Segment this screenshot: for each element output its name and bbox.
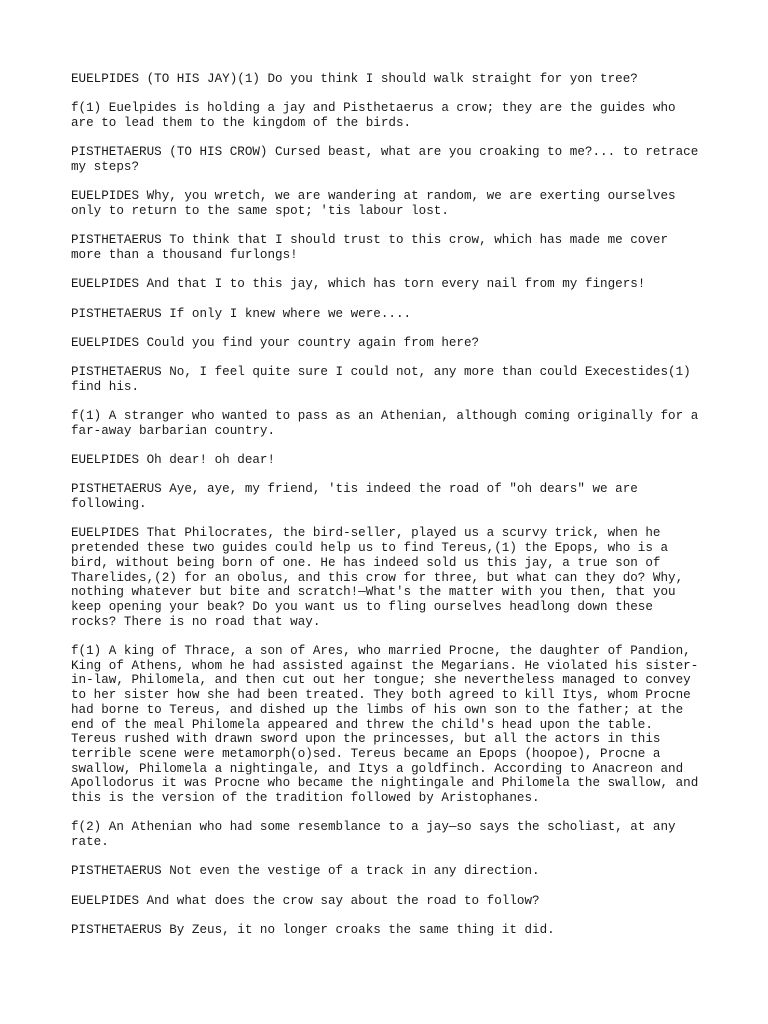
dialogue-paragraph: PISTHETAERUS Not even the vestige of a track in any direction.	[71, 864, 540, 879]
dialogue-paragraph: PISTHETAERUS (TO HIS CROW) Cursed beast, what are you croaking to me?... to retrace my steps?	[71, 145, 699, 174]
document-body	[71, 72, 703, 952]
dialogue-paragraph: PISTHETAERUS No, I feel quite sure I could not, any more than could Execestides(1) find his.	[71, 365, 691, 394]
footnote-paragraph: f(2) An Athenian who had some resemblance to a jay—so says the scholiast, at any rate.	[71, 820, 676, 850]
dialogue-paragraph: PISTHETAERUS To think that I should trust to this crow, which has made me cover more than a thousand furlongs!	[71, 233, 669, 262]
dialogue-paragraph: EUELPIDES And what does the crow say about the road to follow?	[71, 893, 540, 908]
dialogue-paragraph: EUELPIDES Oh dear! oh dear!	[71, 453, 276, 468]
dialogue-paragraph: EUELPIDES And that I to this jay, which has torn every nail from my fingers!	[71, 277, 646, 292]
dialogue-paragraph: EUELPIDES (TO HIS JAY)(1) Do you think I should walk straight for yon tree?	[71, 72, 638, 86]
footnote-paragraph: f(1) Euelpides is holding a jay and Pisthetaerus a crow; they are the guides who are to lead them to the kingdom of the birds.	[71, 101, 676, 130]
footnote-paragraph: f(1) A king of Thrace, a son of Ares, who married Procne, the daughter of Pandion, King of Athens, whom he had assisted against the Megarians. He violated his sister-in-law, Philomela, and then cut out her tongue; she nevertheless managed to convey to her sister how she had been treated. They both agreed to kill Itys, whom Procne had borne to Tereus, and dished up the limbs of his own son to the father; at the end of the meal Philomela appeared and threw the child's head upon the table. Tereus rushed with drawn sword upon the princesses, but all the actors in this terrible scene were metamorph(o)sed. Tereus became an Epops (hoopoe), Procne a swallow, Philomela a nightingale, and Itys a goldfinch. According to Anacreon and Apollodorus it was Procne who became the nightingale and Philomela the swallow, and this is the version of the tradition followed by Aristophanes.	[71, 644, 699, 806]
dialogue-paragraph: PISTHETAERUS If only I knew where we were....	[71, 306, 412, 321]
dialogue-paragraph: EUELPIDES Why, you wretch, we are wandering at random, we are exerting ourselves only to return to the same spot; 'tis labour lost.	[71, 189, 676, 218]
dialogue-paragraph: PISTHETAERUS Aye, aye, my friend, 'tis indeed the road of "oh dears" we are following.	[71, 482, 638, 512]
footnote-paragraph: f(1) A stranger who wanted to pass as an Athenian, although coming originally for a far-away barbarian country.	[71, 409, 699, 438]
dialogue-paragraph: EUELPIDES That Philocrates, the bird-seller, played us a scurvy trick, when he pretended these two guides could help us to find Tereus,(1) the Epops, who is a bird, without being born of one. He has indeed sold us this jay, a true son of Tharelides,(2) for an obolus, and this crow for three, but what can they do? Why, nothing whatever but bite and scratch!—What's the matter with you then, that you keep opening your beak? Do you want us to fling ourselves headlong down these rocks? There is no road that way.	[71, 526, 684, 629]
dialogue-paragraph: EUELPIDES Could you find your country again from here?	[71, 335, 480, 350]
dialogue-paragraph: PISTHETAERUS By Zeus, it no longer croaks the same thing it did.	[71, 922, 555, 937]
